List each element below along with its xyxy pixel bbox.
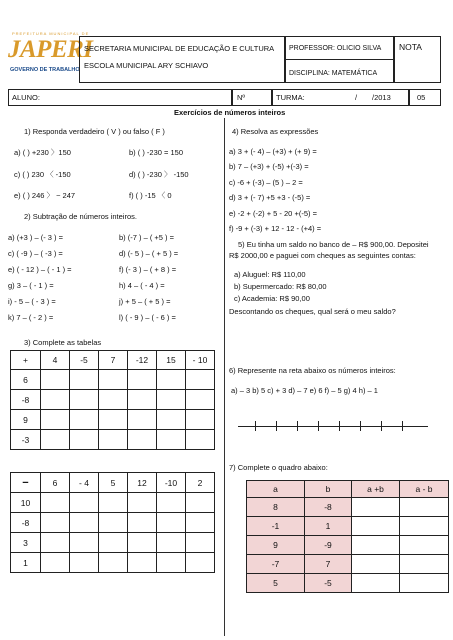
- answer-cell[interactable]: [186, 553, 215, 573]
- answer-cell[interactable]: [128, 493, 157, 513]
- answer-cell[interactable]: [99, 533, 128, 553]
- value-a: 9: [247, 536, 305, 555]
- value-b: 7: [305, 555, 352, 574]
- answer-cell[interactable]: [186, 533, 215, 553]
- answer-cell[interactable]: [70, 513, 99, 533]
- subtraction-table: [10, 472, 215, 573]
- answer-cell[interactable]: [186, 493, 215, 513]
- answer-cell[interactable]: [70, 370, 99, 390]
- value-a: 5: [247, 574, 305, 593]
- value-a: -1: [247, 517, 305, 536]
- answer-cell[interactable]: [157, 513, 186, 533]
- number-line-tick: [360, 421, 361, 431]
- answer-cell[interactable]: [128, 430, 157, 450]
- col-header-b: b: [305, 481, 352, 498]
- table-row: [247, 555, 449, 574]
- q4-item-d: d) 3 + (- 7) +5 +3 - (-5) =: [229, 193, 311, 202]
- answer-cell[interactable]: [41, 390, 70, 410]
- answer-cell[interactable]: [128, 390, 157, 410]
- q5-item-b: b) Supermercado: R$ 80,00: [234, 282, 327, 291]
- answer-cell[interactable]: [41, 410, 70, 430]
- answer-cell[interactable]: [99, 430, 128, 450]
- answer-cell[interactable]: [70, 493, 99, 513]
- answer-cell[interactable]: [157, 370, 186, 390]
- q1-item-f: f) ( ) -15 〈 0: [129, 191, 172, 200]
- answer-cell[interactable]: [41, 513, 70, 533]
- q5-title-line1: 5) Eu tinha um saldo no banco de – R$ 900,00. Depositei: [238, 240, 429, 249]
- answer-cell[interactable]: [186, 390, 215, 410]
- q1-item-b: b) ( ) -230 = 150: [129, 148, 183, 157]
- number-line-tick: [255, 421, 256, 431]
- addition-row-header: 6: [11, 370, 41, 390]
- q2-item-h: h) 4 – ( - 4 ) =: [119, 281, 165, 290]
- answer-cell[interactable]: [41, 553, 70, 573]
- q1-item-d: d) ( ) -230 〉 -150: [129, 170, 189, 179]
- answer-cell[interactable]: [400, 555, 449, 574]
- numero-label: Nº: [237, 93, 246, 102]
- answer-cell[interactable]: [128, 533, 157, 553]
- table-row: [247, 574, 449, 593]
- q4-title: 4) Resolva as expressões: [232, 127, 319, 136]
- number-line-tick: [276, 421, 277, 431]
- logo-top-text: PREFEITURA MUNICIPAL DE: [12, 31, 90, 36]
- subtraction-row-header: -8: [11, 513, 41, 533]
- worksheet-title: Exercícios de números inteiros: [174, 108, 286, 117]
- answer-cell[interactable]: [128, 513, 157, 533]
- answer-cell[interactable]: [99, 410, 128, 430]
- q4-item-b: b) 7 – (+3) + (-5) +(-3) =: [229, 162, 309, 171]
- subtraction-col-header: 6: [41, 473, 70, 493]
- answer-cell[interactable]: [99, 513, 128, 533]
- col-header-diff: a - b: [400, 481, 449, 498]
- table-row: [11, 390, 215, 410]
- q2-item-e: e) ( - 12 ) – ( - 1 ) =: [8, 265, 72, 274]
- aluno-label: ALUNO:: [12, 93, 40, 102]
- q3-title: 3) Complete as tabelas: [24, 338, 102, 347]
- answer-cell[interactable]: [70, 553, 99, 573]
- nota-label: NOTA: [399, 42, 422, 52]
- answer-cell[interactable]: [400, 536, 449, 555]
- addition-col-header: - 10: [186, 351, 215, 370]
- q2-item-j: j) + 5 – ( + 5 ) =: [119, 297, 171, 306]
- answer-cell[interactable]: [128, 553, 157, 573]
- table-row: [11, 370, 215, 390]
- q2-item-k: k) 7 – ( - 2 ) =: [8, 313, 54, 322]
- q4-item-a: a) 3 + (- 4) – (+3) + (+ 9) =: [229, 147, 317, 156]
- answer-cell[interactable]: [186, 410, 215, 430]
- q1-item-c: c) ( ) 230 〈 -150: [14, 170, 71, 179]
- subtraction-col-header: 2: [186, 473, 215, 493]
- subtraction-row-header: 10: [11, 493, 41, 513]
- disciplina-text: DISCIPLINA: MATEMÁTICA: [289, 70, 378, 77]
- answer-cell[interactable]: [157, 410, 186, 430]
- q2-item-l: l) ( - 9 ) – ( - 6 ) =: [119, 313, 176, 322]
- aluno-field[interactable]: [8, 89, 232, 106]
- secretaria-text: SECRETARIA MUNICIPAL DE EDUCAÇÃO E CULTURA: [84, 44, 275, 53]
- q1-item-a: a) ( ) +230 〉150: [14, 148, 71, 157]
- answer-cell[interactable]: [128, 370, 157, 390]
- q4-item-f: f) -9 + (-3) + 12 - 12 - (+4) =: [229, 224, 322, 233]
- escola-text: ESCOLA MUNICIPAL ARY SCHIAVO: [84, 61, 209, 70]
- answer-cell[interactable]: [41, 370, 70, 390]
- column-divider: [224, 118, 225, 636]
- logo-wordmark: JAPERI: [8, 36, 93, 63]
- answer-cell[interactable]: [99, 370, 128, 390]
- answer-cell[interactable]: [99, 493, 128, 513]
- answer-cell[interactable]: [352, 517, 400, 536]
- answer-cell[interactable]: [352, 574, 400, 593]
- q6-title: 6) Represente na reta abaixo os números inteiros:: [229, 366, 396, 375]
- q6-items: a) – 3 b) 5 c) + 3 d) – 7 e) 6 f) – 5 g) 4 h) – 1: [231, 386, 378, 395]
- q5-question: Descontando os cheques, qual será o meu saldo?: [229, 307, 396, 316]
- answer-cell[interactable]: [128, 410, 157, 430]
- value-a: -7: [247, 555, 305, 574]
- addition-row-header: -8: [11, 390, 41, 410]
- answer-cell[interactable]: [352, 555, 400, 574]
- addition-table-corner: +: [11, 351, 41, 370]
- professor-text: PROFESSOR: OLICIO SILVA: [289, 45, 382, 52]
- number-line[interactable]: [238, 426, 428, 427]
- value-b: -5: [305, 574, 352, 593]
- value-a: 8: [247, 498, 305, 517]
- answer-cell[interactable]: [400, 574, 449, 593]
- date-slash-1: /: [355, 93, 358, 102]
- date-year: /2013: [372, 93, 391, 102]
- table-row: [11, 533, 215, 553]
- answer-cell[interactable]: [99, 553, 128, 573]
- q2-item-g: g) 3 – ( - 1 ) =: [8, 281, 54, 290]
- col-header-a: a: [247, 481, 305, 498]
- number-line-tick: [297, 421, 298, 431]
- subtraction-col-header: 5: [99, 473, 128, 493]
- addition-col-header: 7: [99, 351, 128, 370]
- q2-title: 2) Subtração de números inteiros.: [24, 212, 137, 221]
- q4-item-c: c) -6 + (-3) – (5 ) – 2 =: [229, 178, 303, 187]
- q5-item-a: a) Aluguel: R$ 110,00: [234, 270, 306, 279]
- answer-cell[interactable]: [99, 390, 128, 410]
- q7-title: 7) Complete o quadro abaixo:: [229, 463, 328, 472]
- answer-cell[interactable]: [186, 513, 215, 533]
- value-b: 1: [305, 517, 352, 536]
- value-b: -8: [305, 498, 352, 517]
- q2-item-i: i) - 5 – ( - 3 ) =: [8, 297, 56, 306]
- logo-subtitle: GOVERNO DE TRABALHO: [10, 67, 80, 73]
- q5-title-line2: R$ 2000,00 e paguei com cheques as seguintes contas:: [229, 251, 416, 260]
- answer-cell[interactable]: [157, 390, 186, 410]
- table-row: [11, 513, 215, 533]
- answer-cell[interactable]: [70, 430, 99, 450]
- subtraction-col-header: 12: [128, 473, 157, 493]
- subtraction-row-header: 3: [11, 533, 41, 553]
- q2-item-b: b) (-7 ) – ( +5 ) =: [119, 233, 175, 242]
- col-header-sum: a +b: [352, 481, 400, 498]
- answer-cell[interactable]: [186, 430, 215, 450]
- table-row: [11, 430, 215, 450]
- q4-item-e: e) -2 + (-2) + 5 - 20 +(-5) =: [229, 209, 317, 218]
- q2-item-c: c) ( -9 ) – ( -3 ) =: [8, 249, 63, 258]
- number-line-tick: [402, 421, 403, 431]
- answer-cell[interactable]: [157, 553, 186, 573]
- q2-item-a: a) (+3 ) – (- 3 ) =: [8, 233, 64, 242]
- answer-cell[interactable]: [70, 390, 99, 410]
- answer-cell[interactable]: [41, 533, 70, 553]
- answer-cell[interactable]: [400, 498, 449, 517]
- addition-col-header: 15: [157, 351, 186, 370]
- addition-row-header: -3: [11, 430, 41, 450]
- q1-item-e: e) ( ) 246 〉 − 247: [14, 191, 76, 200]
- subtraction-col-header: - 4: [70, 473, 99, 493]
- table-row: [247, 517, 449, 536]
- answer-cell[interactable]: [400, 517, 449, 536]
- answer-cell[interactable]: [352, 498, 400, 517]
- sum-difference-table: [246, 480, 449, 593]
- q2-item-f: f) (- 3 ) – ( + 8 ) =: [119, 265, 177, 274]
- q1-title: 1) Responda verdadeiro ( V ) ou falso ( F ): [24, 127, 165, 136]
- table-row: [11, 553, 215, 573]
- page-number: 05: [417, 93, 426, 102]
- answer-cell[interactable]: [41, 430, 70, 450]
- addition-table: [10, 350, 215, 450]
- table-row: [247, 498, 449, 517]
- answer-cell[interactable]: [70, 410, 99, 430]
- table-row: [11, 493, 215, 513]
- table-row: [11, 410, 215, 430]
- value-b: -9: [305, 536, 352, 555]
- table-row: [247, 536, 449, 555]
- answer-cell[interactable]: [157, 430, 186, 450]
- subtraction-table-corner: −: [11, 473, 41, 493]
- answer-cell[interactable]: [186, 370, 215, 390]
- answer-cell[interactable]: [352, 536, 400, 555]
- turma-label: TURMA:: [276, 93, 305, 102]
- number-line-tick: [381, 421, 382, 431]
- q2-item-d: d) (- 5 ) – ( + 5 ) =: [119, 249, 179, 258]
- addition-row-header: 9: [11, 410, 41, 430]
- answer-cell[interactable]: [70, 533, 99, 553]
- answer-cell[interactable]: [157, 533, 186, 553]
- answer-cell[interactable]: [157, 493, 186, 513]
- subtraction-col-header: -10: [157, 473, 186, 493]
- addition-col-header: -5: [70, 351, 99, 370]
- addition-col-header: -12: [128, 351, 157, 370]
- number-line-tick: [318, 421, 319, 431]
- q5-item-c: c) Academia: R$ 90,00: [234, 294, 310, 303]
- subtraction-row-header: 1: [11, 553, 41, 573]
- addition-col-header: 4: [41, 351, 70, 370]
- number-line-tick: [339, 421, 340, 431]
- answer-cell[interactable]: [41, 493, 70, 513]
